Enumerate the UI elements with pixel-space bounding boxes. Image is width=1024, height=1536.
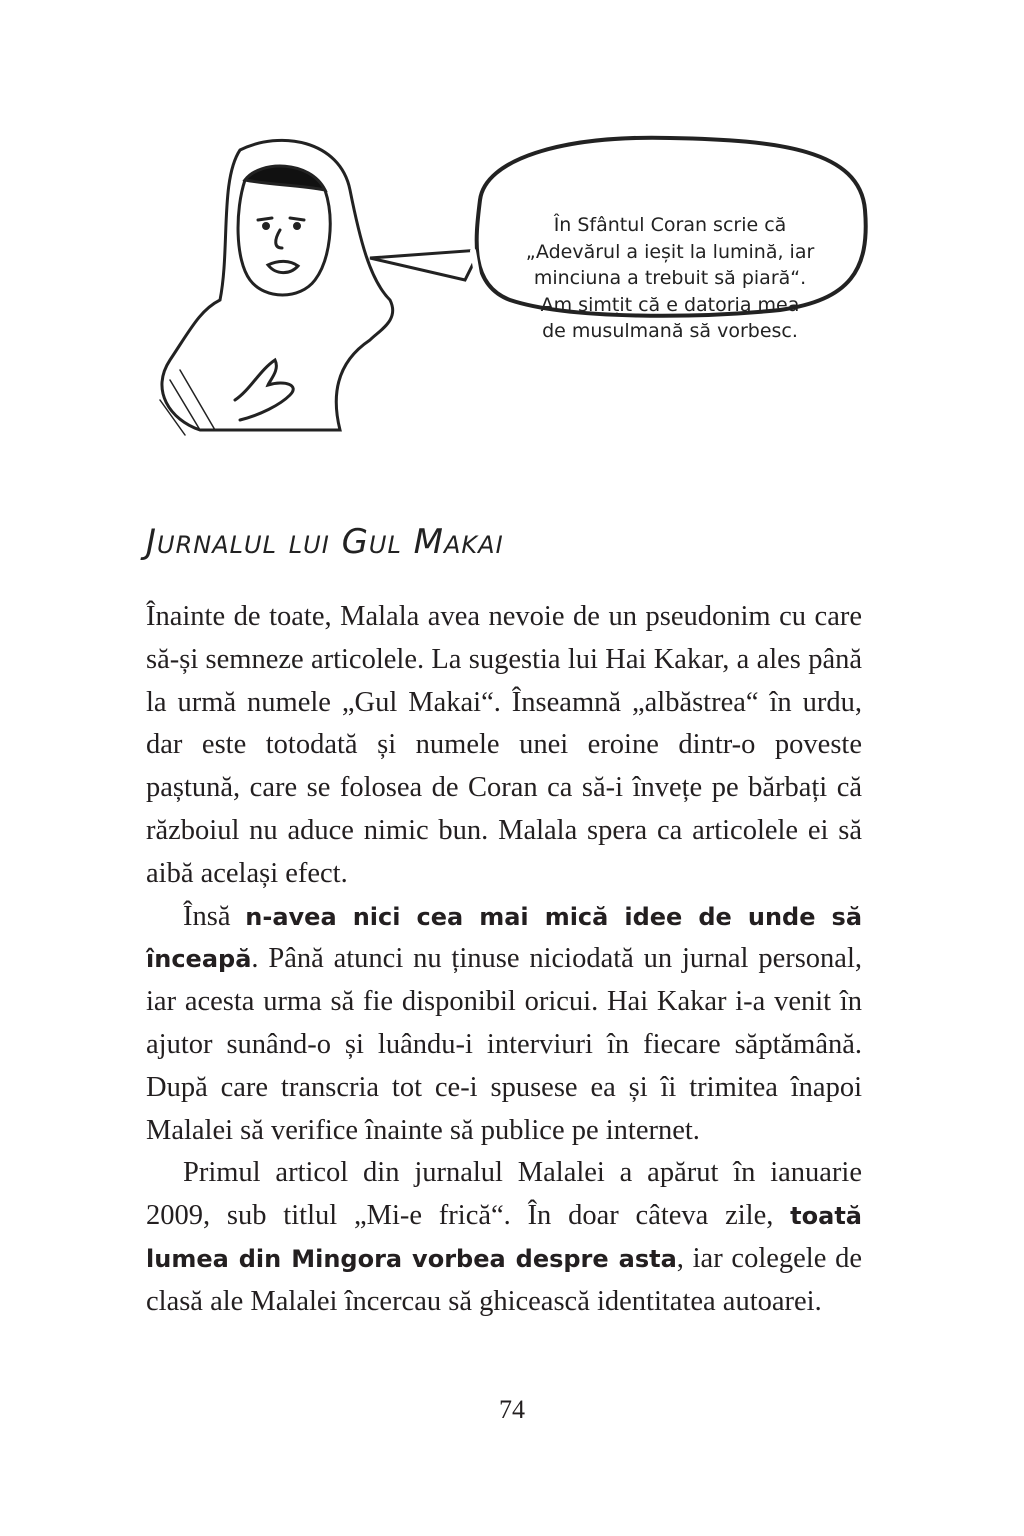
- highlighted-text: toată lumea din Mingora vorbea despre asta: [146, 1202, 862, 1273]
- hand: [235, 360, 293, 420]
- text-segment: Înainte de toate, Malala avea nevoie de un pseudonim cu care să-și semneze articolele. La sugestia lui Hai Kakar, a ales până la urmă numele „Gul Makai“. Înseamnă „albăstrea“ în urdu, dar este totodată și numele unei eroine dintr-o poveste paștună, care se folosea de Coran ca să-i învețe pe bărbați că războiul nu aduce nimic bun. Malala spera ca articolele ei să aibă același efect.: [146, 601, 862, 889]
- speech-line: de musulmană să vorbesc.: [542, 320, 798, 342]
- body-text: [146, 596, 862, 1324]
- text-segment: Primul articol din jurnalul Malalei a apărut în ianuarie 2009, sub titlul „Mi-e frică“. În doar câteva zile,: [146, 1157, 862, 1232]
- text-segment: . Până atunci nu ținuse niciodată un jurnal personal, iar acesta urma să fie disponibil oricui. Hai Kakar i-a venit în ajutor sunând-o și luându-i interviuri în fiecare săptămână. După care transcria tot ce-i spusese ea și îi trimitea înapoi Malalei să verifice înainte să publice pe internet.: [146, 943, 862, 1146]
- speech-bubble-tail: [370, 250, 480, 280]
- speech-line: În Sfântul Coran scrie că: [553, 214, 787, 236]
- speech-line: „Adevărul a ieșit la lumină, iar: [525, 240, 815, 263]
- highlighted-text: n-avea nici cea mai mică idee de unde să înceapă: [146, 902, 863, 974]
- paragraph: [146, 596, 862, 896]
- text-segment: Însă: [183, 900, 246, 932]
- paragraph: [146, 1152, 862, 1323]
- face: [238, 172, 330, 295]
- section-heading: Jurnalul lui Gul Makai: [146, 522, 504, 562]
- speech-line: minciuna a trebuit să piară“.: [533, 267, 807, 289]
- speech-bubble-text: [470, 212, 870, 345]
- text-segment: , iar colegele de clasă ale Malalei încercau să ghicească identitatea autoarei.: [146, 1242, 862, 1317]
- speech-line: Am simțit că e datoria mea: [540, 293, 800, 316]
- page-number: 74: [499, 1395, 525, 1424]
- paragraph: [146, 896, 862, 1153]
